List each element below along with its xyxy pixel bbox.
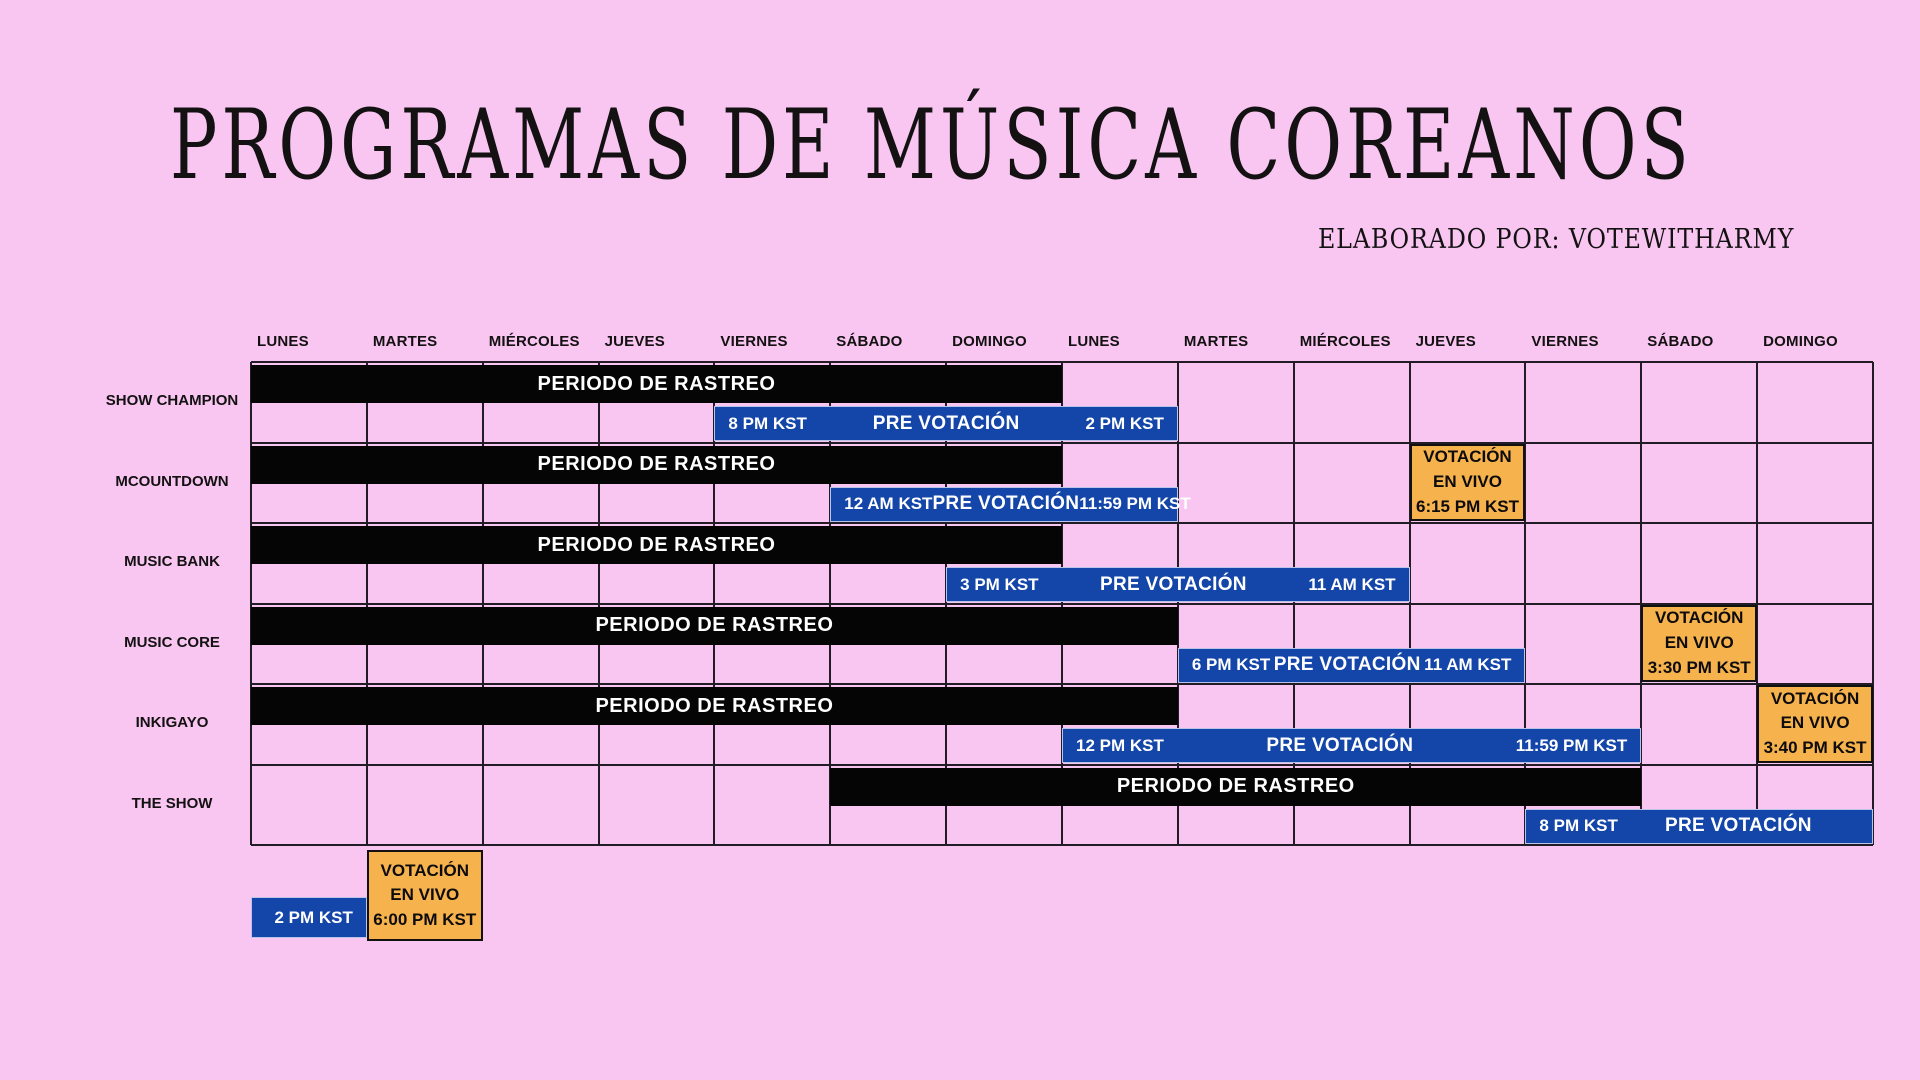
prevote-label: PRE VOTACIÓN	[1100, 573, 1247, 595]
day-header: VIERNES	[1531, 333, 1599, 350]
prevote-end-time: 11 AM KST	[1424, 655, 1512, 674]
day-header: SÁBADO	[836, 333, 903, 350]
day-header: MIÉRCOLES	[488, 333, 580, 350]
livevote-label-line: VOTACIÓN	[1423, 447, 1512, 467]
day-header: MARTES	[372, 333, 438, 350]
prevote-label: PRE VOTACIÓN	[932, 493, 1080, 514]
prevote-start-time: 12 PM KST	[1076, 735, 1164, 755]
tracking-bar: PERIODO DE RASTREO	[251, 365, 1062, 403]
prevote-start-time: 8 PM KST	[728, 413, 807, 433]
day-header: VIERNES	[720, 333, 788, 350]
prevote-label: PRE VOTACIÓN	[872, 412, 1020, 434]
livevote-label-line: VOTACIÓN	[1654, 608, 1744, 628]
tracking-bar: PERIODO DE RASTREO	[251, 607, 1178, 645]
livevote-time: 6:15 PM KST	[1415, 496, 1519, 516]
prevote-bar	[714, 406, 1177, 441]
day-header: DOMINGO	[952, 333, 1027, 350]
prevote-label: PRE VOTACIÓN	[1273, 654, 1421, 675]
day-header: DOMINGO	[1763, 333, 1838, 350]
livevote-label-line: EN VIVO	[1780, 713, 1850, 733]
prevote-bar	[830, 487, 1191, 522]
livevote-label-line: EN VIVO	[1433, 471, 1502, 491]
prevote-end-time: 2 PM KST	[274, 907, 353, 927]
day-header: SÁBADO	[1647, 333, 1714, 350]
prevote-bar	[1062, 728, 1641, 763]
livevote-time: 6:00 PM KST	[373, 909, 477, 929]
program-label: MCOUNTDOWN	[115, 472, 229, 490]
tracking-bar: PERIODO DE RASTREO	[830, 768, 1641, 806]
prevote-start-time: 3 PM KST	[960, 574, 1039, 594]
livevote-time: 3:40 PM KST	[1763, 738, 1867, 758]
program-label: MUSIC BANK	[124, 553, 220, 571]
grid-hline	[251, 522, 1873, 524]
prevote-start-time: 8 PM KST	[1539, 816, 1618, 835]
grid-hline	[251, 844, 1873, 846]
tracking-bar: PERIODO DE RASTREO	[251, 446, 1062, 484]
day-header: MIÉRCOLES	[1299, 333, 1391, 350]
prevote-label: PRE VOTACIÓN	[1664, 815, 1812, 836]
program-label: MUSIC CORE	[124, 633, 220, 651]
day-header: JUEVES	[604, 333, 665, 350]
livevote-label-line: EN VIVO	[390, 885, 460, 905]
grid-hline	[251, 442, 1873, 444]
prevote-end-time: 11:59 PM KST	[1079, 494, 1191, 513]
program-label: SHOW CHAMPION	[105, 392, 239, 410]
page-title: PROGRAMAS DE MÚSICA COREANOS	[170, 88, 1693, 202]
livevote-box	[1757, 685, 1873, 763]
program-label: THE SHOW	[131, 794, 213, 812]
day-header: JUEVES	[1415, 333, 1476, 350]
livevote-label-line: VOTACIÓN	[1770, 688, 1860, 708]
livevote-label-line: EN VIVO	[1664, 632, 1734, 652]
tracking-bar: PERIODO DE RASTREO	[251, 526, 1062, 564]
grid-hline	[251, 603, 1873, 605]
prevote-end-time: 11:59 PM KST	[1515, 735, 1628, 755]
prevote-bar-overflow	[251, 897, 367, 938]
livevote-box	[1410, 444, 1526, 522]
prevote-label: PRE VOTACIÓN	[1266, 734, 1414, 756]
prevote-bar	[1178, 648, 1526, 683]
prevote-end-time: 11 AM KST	[1308, 574, 1396, 594]
livevote-box	[367, 850, 483, 941]
grid-hline	[251, 683, 1873, 685]
prevote-bar	[1525, 809, 1873, 844]
program-label: INKIGAYO	[135, 714, 209, 732]
livevote-label-line: VOTACIÓN	[380, 860, 469, 880]
day-header: LUNES	[257, 333, 309, 350]
livevote-time: 3:30 PM KST	[1647, 657, 1751, 677]
grid-hline	[251, 764, 1873, 766]
livevote-box	[1641, 605, 1757, 683]
day-header: LUNES	[1068, 333, 1120, 350]
prevote-start-time: 6 PM KST	[1191, 655, 1271, 674]
tracking-bar: PERIODO DE RASTREO	[251, 687, 1178, 725]
day-header: MARTES	[1183, 333, 1249, 350]
prevote-start-time: 12 AM KST	[844, 494, 933, 513]
grid-hline	[251, 361, 1873, 363]
prevote-bar	[946, 567, 1409, 602]
credit-line: ELABORADO POR: VOTEWITHARMY	[1317, 224, 1794, 255]
prevote-end-time: 2 PM KST	[1085, 413, 1164, 433]
